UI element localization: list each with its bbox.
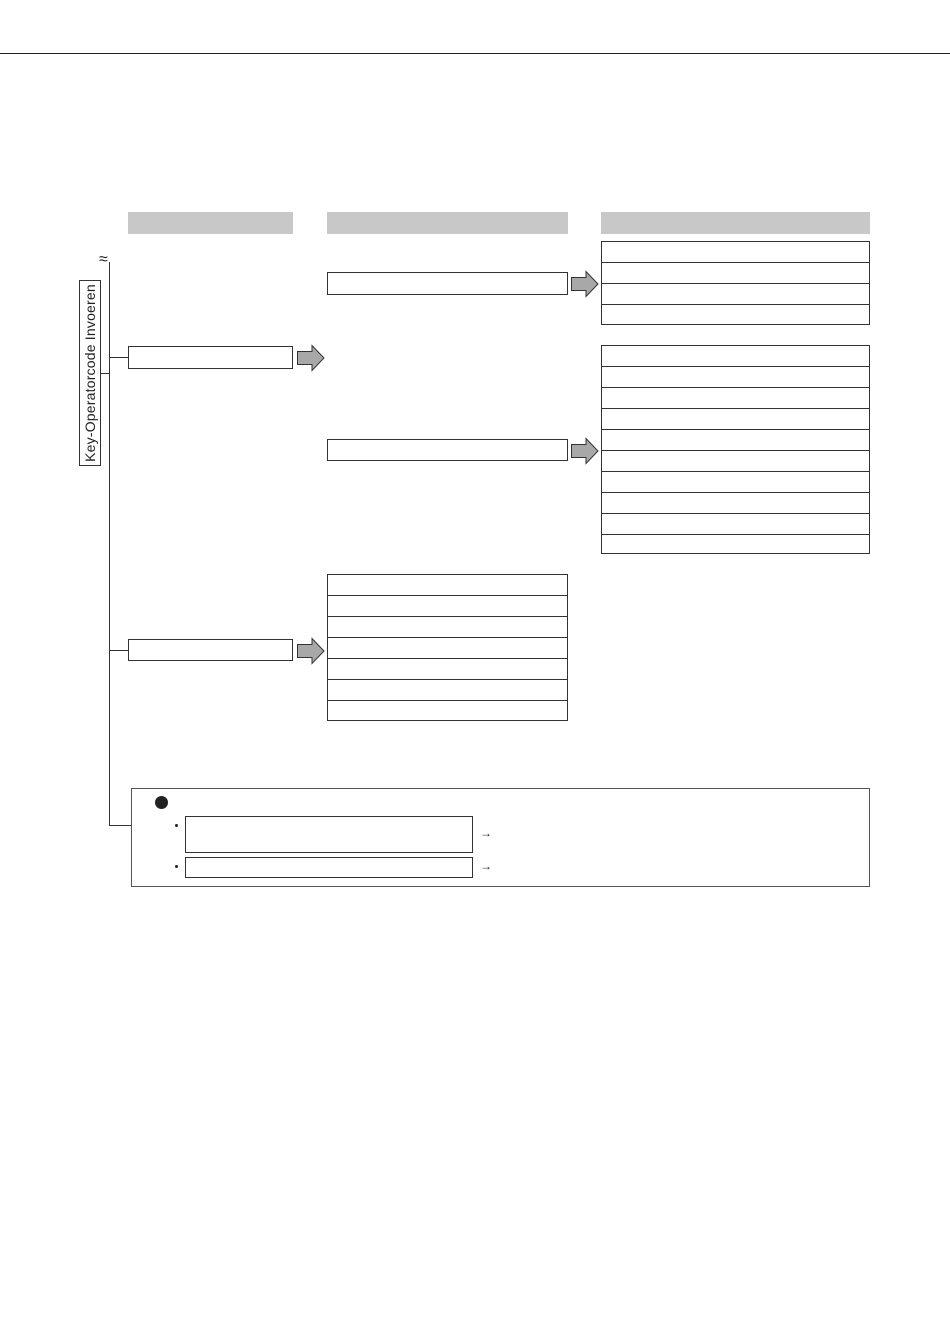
list-item [601, 429, 870, 451]
branch-2 [109, 650, 128, 651]
branch-note [109, 825, 131, 826]
column-header-3 [601, 212, 870, 234]
top-rule [0, 53, 950, 54]
level3-list-b [601, 345, 870, 554]
list-item [327, 658, 568, 680]
note-item-box-1 [185, 816, 473, 853]
branch-1 [109, 357, 128, 358]
list-item [327, 700, 568, 721]
list-item [601, 345, 870, 367]
level2-box-2 [327, 439, 568, 461]
list-item [601, 283, 870, 305]
list-item [601, 513, 870, 535]
list-item [601, 534, 870, 554]
list-item [601, 304, 870, 325]
list-item [601, 492, 870, 514]
flow-arrow-icon [297, 638, 325, 664]
list-item [601, 450, 870, 472]
arrow-right-icon: → [480, 826, 492, 840]
list-item [327, 595, 568, 617]
list-item [327, 616, 568, 638]
arrow-right-icon: → [480, 859, 492, 873]
list-item [601, 262, 870, 284]
list-item [601, 408, 870, 430]
key-operator-label-text: Key-Operatorcode Invoeren [82, 284, 99, 462]
bullet-icon [175, 865, 178, 868]
break-mark: ≈ [99, 251, 108, 268]
note-box [131, 788, 870, 887]
list-item [601, 366, 870, 388]
level2-list [327, 574, 568, 721]
level1-box-2 [128, 639, 293, 661]
flow-arrow-icon [297, 345, 325, 371]
list-item [327, 637, 568, 659]
flow-arrow-icon [571, 271, 599, 297]
level1-box-1 [128, 346, 293, 369]
level3-list-a [601, 241, 870, 325]
tree-trunk [109, 262, 110, 826]
note-item-box-2 [185, 857, 473, 878]
column-header-2 [327, 212, 568, 234]
level2-box-1 [327, 272, 568, 295]
bullet-icon [175, 824, 178, 827]
column-header-1 [128, 212, 293, 234]
list-item [327, 679, 568, 701]
flow-arrow-icon [571, 438, 599, 464]
list-item [327, 574, 568, 596]
list-item [601, 241, 870, 263]
list-item [601, 387, 870, 409]
note-marker-icon [155, 796, 168, 809]
list-item [601, 471, 870, 493]
key-operator-label [79, 280, 101, 466]
